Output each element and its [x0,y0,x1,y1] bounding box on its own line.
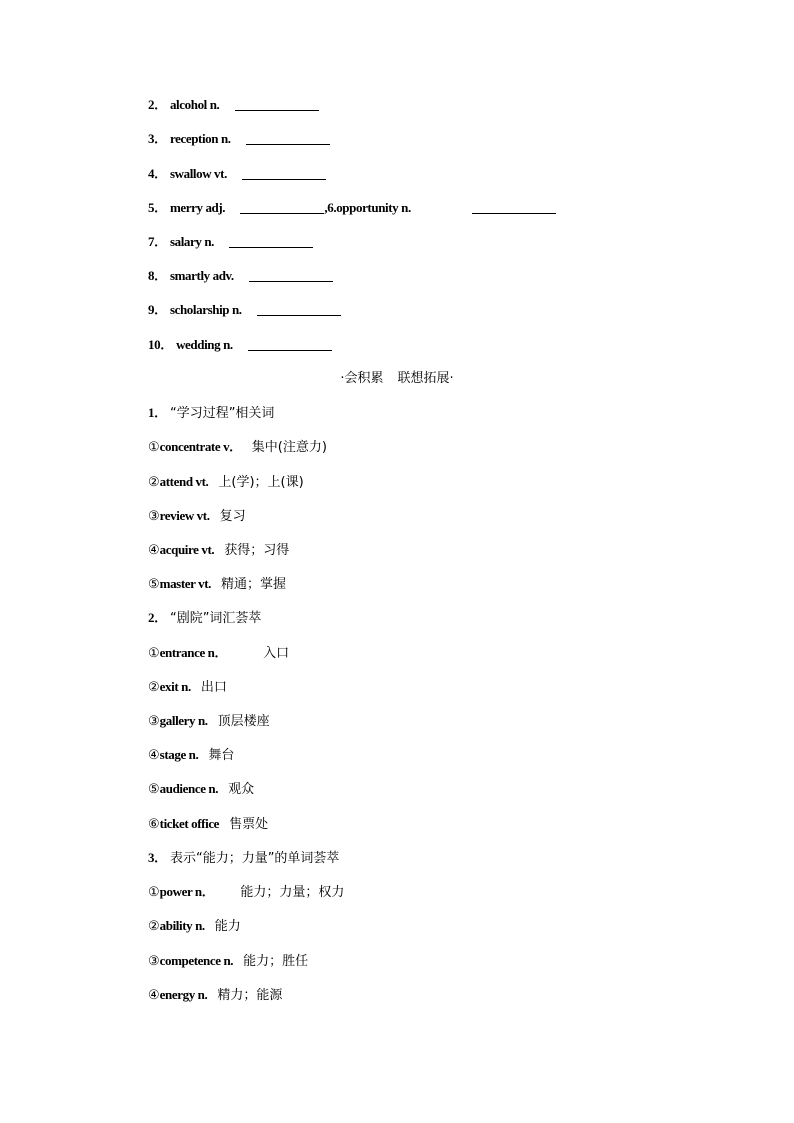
list-item [148,712,270,731]
group-heading [148,849,339,868]
vocab-word: swallow vt. [169,166,227,181]
item-marker: ④ [148,747,160,762]
item-marker: ⑥ [148,816,160,831]
list-item [148,473,304,492]
vocab-word: merry adj. [169,200,226,215]
item-marker: ② [148,474,160,489]
heading-number: 1． [148,405,167,420]
section-title-left: ·会积累 [340,371,384,386]
meaning: 观众 [228,782,255,797]
answer-blank[interactable] [235,97,319,111]
vocab-word: reception n. [169,131,231,146]
term: entrance n． [159,645,228,660]
term: audience n. [159,781,219,796]
term: acquire vt. [159,542,215,557]
meaning: 能力；胜任 [243,954,309,969]
vocab-word: salary n. [169,234,215,249]
vocab-item [148,130,330,148]
meaning: 能力 [214,919,241,934]
vocab-word: ,6.opportunity n. [324,200,411,215]
item-marker: ① [148,884,160,899]
group-heading [148,404,274,423]
item-marker: ③ [148,508,160,523]
group-heading [148,609,261,628]
heading-number: 2． [148,610,167,625]
list-item [148,644,289,663]
term: review vt. [159,508,210,523]
list-item [148,986,282,1005]
item-number: 4． [148,166,167,181]
list-item [148,438,327,457]
answer-blank[interactable] [248,337,332,351]
item-marker: ① [148,645,160,660]
meaning: 入口 [263,646,290,661]
term: energy n. [159,987,208,1002]
meaning: 精力；能源 [217,988,283,1003]
term: concentrate v． [159,439,242,454]
list-item [148,815,268,834]
term: stage n. [159,747,199,762]
vocab-word: wedding n. [176,337,233,352]
vocab-item [148,233,313,251]
heading-text: “学习过程”相关词 [169,406,275,421]
item-marker: ④ [148,987,160,1002]
list-item [148,575,286,594]
heading-text: 表示“能力；力量”的单词荟萃 [169,851,340,866]
term: ticket office [159,816,220,831]
item-marker: ③ [148,953,160,968]
term: attend vt. [159,474,209,489]
term: power n． [159,884,215,899]
answer-blank[interactable] [246,131,330,145]
section-title-right: 联想拓展· [397,371,454,386]
meaning: 能力；力量；权力 [240,885,345,900]
vocab-item [148,199,556,217]
meaning: 精通；掌握 [221,577,287,592]
answer-blank[interactable] [257,302,341,316]
item-number: 7． [148,234,167,249]
list-item [148,541,289,560]
term: master vt. [159,576,212,591]
list-item [148,952,308,971]
vocab-item [148,336,332,354]
answer-blank[interactable] [472,200,556,214]
term: ability n. [159,918,205,933]
item-marker: ② [148,679,160,694]
list-item [148,883,344,902]
heading-text: “剧院”词汇荟萃 [169,611,262,626]
item-number: 3． [148,131,167,146]
vocab-word: smartly adv. [169,268,234,283]
term: competence n. [159,953,234,968]
list-item [148,917,241,936]
meaning: 复习 [219,509,246,524]
item-marker: ② [148,918,160,933]
meaning: 获得；习得 [224,543,290,558]
term: gallery n. [159,713,208,728]
list-item [148,746,234,765]
vocab-item [148,301,341,319]
answer-blank[interactable] [229,234,313,248]
item-marker: ⑤ [148,781,160,796]
meaning: 售票处 [229,817,269,832]
heading-number: 3． [148,850,167,865]
vocab-item [148,267,333,285]
answer-blank[interactable] [242,166,326,180]
item-marker: ④ [148,542,160,557]
vocab-word: alcohol n. [169,97,220,112]
answer-blank[interactable] [240,200,324,214]
vocab-word: scholarship n. [169,302,242,317]
item-number: 10． [148,337,173,352]
term: exit n. [159,679,191,694]
answer-blank[interactable] [249,268,333,282]
item-marker: ⑤ [148,576,160,591]
item-number: 2． [148,97,167,112]
list-item [148,678,227,697]
list-item [148,780,254,799]
item-number: 8． [148,268,167,283]
meaning: 上(学)；上(课) [218,475,304,490]
item-marker: ① [148,439,160,454]
meaning: 顶层楼座 [217,714,270,729]
vocab-item [148,96,319,114]
item-marker: ③ [148,713,160,728]
list-item [148,507,246,526]
meaning: 出口 [200,680,227,695]
item-number: 9． [148,302,167,317]
item-number: 5． [148,200,167,215]
section-title [0,370,794,388]
meaning: 集中(注意力) [251,440,327,455]
vocab-item [148,165,326,183]
meaning: 舞台 [208,748,235,763]
